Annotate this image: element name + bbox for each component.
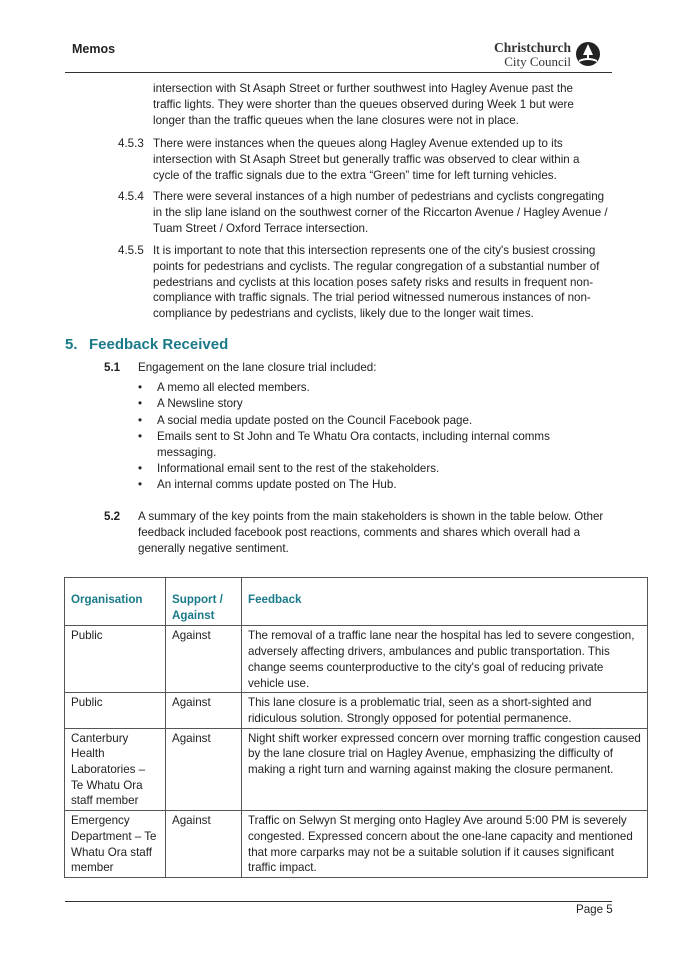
- list-item: • A Newsline story: [138, 396, 578, 412]
- section-5-number: 5.: [65, 336, 78, 353]
- item-number-4-5-4: 4.5.4: [118, 190, 144, 203]
- council-logo: [493, 40, 601, 70]
- item-text-4-5-5: It is important to note that this intersection represents one of the city's busiest crossing points for pedestrians and cyclists. The regular congregation of a substantial number of pedestrians and cyclists at this location poses safety risks and results in frequent non-compliance with traffic signals. The trial period witnessed numerous instances of non-compliance by pedestrians and cyclists, likely due to the longer wait times.: [153, 244, 600, 321]
- cell-organisation: Emergency Department – Te Whatu Ora staff member: [65, 811, 166, 878]
- table-row: [65, 693, 648, 728]
- list-item: • Informational email sent to the rest of the stakeholders.: [138, 461, 578, 477]
- cell-support: Against: [166, 626, 242, 693]
- stakeholder-feedback-table: [64, 577, 648, 878]
- cell-organisation: Public: [65, 626, 166, 693]
- page-number: Page 5: [576, 903, 613, 916]
- subsection-5-2-number: 5.2: [104, 510, 121, 523]
- cell-feedback: The removal of a traffic lane near the hospital has led to severe congestion, adversely affecting drivers, ambulances and public transportation. This change seems counterproductive to the city's goal of reducing private vehicle use.: [242, 626, 648, 693]
- table-header-row: [65, 578, 648, 626]
- item-number-4-5-3: 4.5.3: [118, 137, 144, 150]
- column-header-support: Support / Against: [166, 578, 242, 626]
- subsection-5-2-text: A summary of the key points from the main stakeholders is shown in the table below. Other feedback included facebook post reactions, comments and shares which overall had a generally negative sentiment.: [138, 510, 604, 555]
- item-number-4-5-5: 4.5.5: [118, 244, 144, 257]
- subsection-5-1-number: 5.1: [104, 361, 121, 374]
- section-5-heading: [65, 336, 228, 353]
- section-5-title: Feedback Received: [89, 336, 229, 353]
- table-row: [65, 811, 648, 878]
- cell-feedback: This lane closure is a problematic trial, seen as a short-sighted and ridiculous solution. Strongly opposed for potential permanence.: [242, 693, 648, 728]
- list-item: • A social media update posted on the Council Facebook page.: [138, 413, 578, 429]
- cell-organisation: Public: [65, 693, 166, 728]
- cell-feedback: Traffic on Selwyn St merging onto Hagley Ave around 5:00 PM is severely congested. Expressed concern about the one-lane capacity and mentioned that more carparks may not be a suitable solution if it causes significant traffic impact.: [242, 811, 648, 878]
- table-row: [65, 728, 648, 811]
- document-header-title: Memos: [72, 42, 116, 56]
- item-text-4-5-3: There were instances when the queues along Hagley Avenue extended up to its intersection with St Asaph Street but generally traffic was observed to clear within a cycle of the traffic signals due to the extra “Green” time for left turning vehicles.: [153, 137, 580, 182]
- column-header-feedback: Feedback: [242, 578, 648, 626]
- cell-organisation: Canterbury Health Laboratories – Te Whatu Ora staff member: [65, 728, 166, 811]
- table-row: [65, 626, 648, 693]
- column-header-organisation: Organisation: [65, 578, 166, 626]
- list-item: • A memo all elected members.: [138, 380, 578, 396]
- cell-support: Against: [166, 693, 242, 728]
- footer-divider: [65, 901, 612, 902]
- continuation-paragraph: intersection with St Asaph Street or further southwest into Hagley Avenue past the traffic lights. They were shorter than the queues observed during Week 1 but were longer than the traffic queues when the lane closures were not in place.: [153, 82, 574, 127]
- logo-text-line1: Christchurch: [493, 40, 571, 55]
- engagement-bullet-list: [138, 380, 578, 494]
- item-text-4-5-4: There were several instances of a high number of pedestrians and cyclists congregating in the slip lane island on the southwest corner of the Riccarton Avenue / Hagley Avenue / Tuam Street / Oxford Terrace intersection.: [153, 190, 608, 235]
- header-divider: [65, 72, 612, 73]
- list-item: • An internal comms update posted on The Hub.: [138, 477, 578, 493]
- logo-text-line2: City Council: [504, 54, 571, 69]
- list-item: • Emails sent to St John and Te Whatu Ora contacts, including internal comms messaging.: [138, 429, 578, 461]
- cell-support: Against: [166, 728, 242, 811]
- cell-feedback: Night shift worker expressed concern over morning traffic congestion caused by the lane closure trial on Hagley Avenue, emphasizing the difficulty of making a right turn and warning against making the closure permanent.: [242, 728, 648, 811]
- cell-support: Against: [166, 811, 242, 878]
- subsection-5-1-text: Engagement on the lane closure trial included:: [138, 361, 377, 374]
- council-logo-icon: [575, 41, 601, 67]
